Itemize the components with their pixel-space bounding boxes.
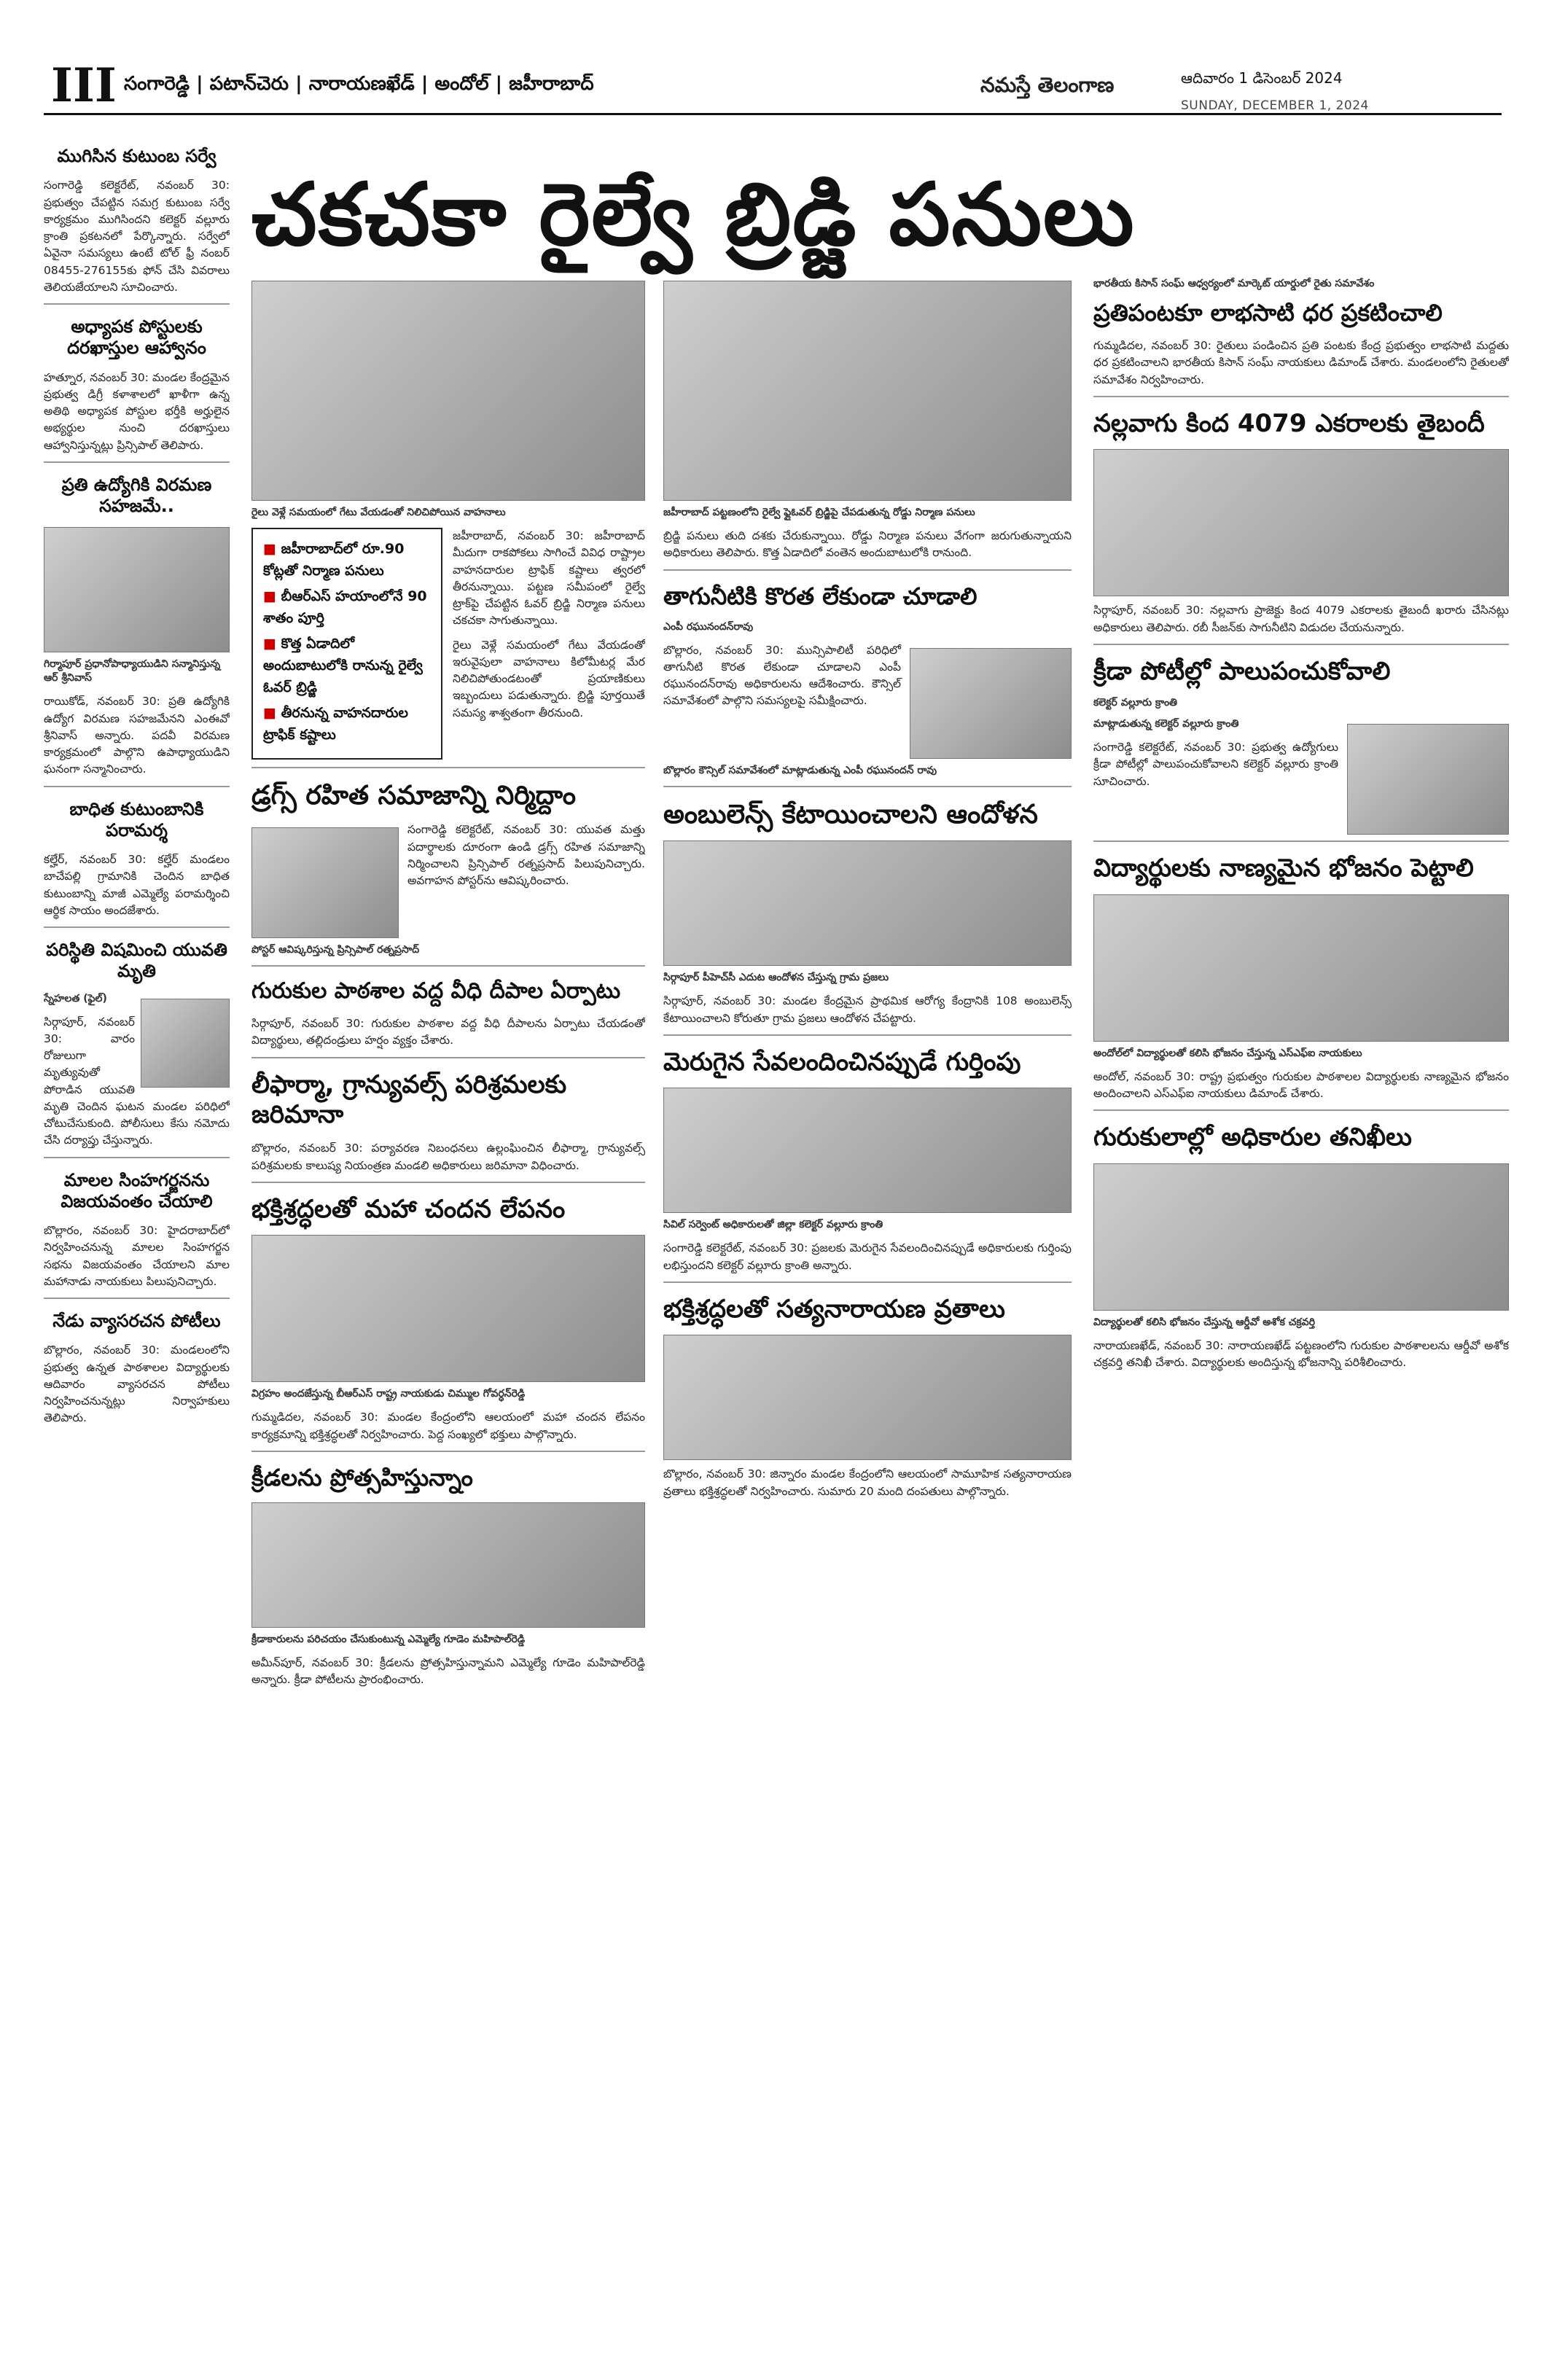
article-photo bbox=[910, 648, 1072, 759]
highlights-box bbox=[251, 528, 442, 760]
divider bbox=[251, 1057, 645, 1058]
article bbox=[44, 1170, 230, 1291]
article-body: సిర్గాపూర్, నవంబర్ 30: మండల కేంద్రమైన ప్రాథమిక ఆరోగ్య కేంద్రానికి 108 అంబులెన్స్ కేటాయించాలని కోరుతూ గ్రామ ప్రజలు ఆందోళన చేపట్టారు. bbox=[663, 994, 1072, 1025]
highlight-item: ■ జహీరాబాద్‌లో రూ.90 కోట్లతో నిర్మాణ పనులు bbox=[263, 538, 431, 582]
date-telugu: ఆదివారం 1 డిసెంబర్ 2024 bbox=[1181, 69, 1343, 87]
headline: ప్రతిపంటకూ లాభసాటి ధర ప్రకటించాలి bbox=[1093, 299, 1443, 327]
article-body: సిర్గాపూర్, నవంబర్ 30: నల్లవాగు ప్రాజెక్టు కింద 4079 ఎకరాలకు తైబందీ ఖరారు చేసినట్లు అధికారులు తెలిపారు. రబీ సీజన్‌కు సాగునీటిని విడుదల చేయనున్నారు. bbox=[1093, 604, 1509, 634]
article-body: రాయికోడ్, నవంబర్ 30: ప్రతి ఉద్యోగికి ఉద్యోగ విరమణ సహజమేనని ఎంఈవో శ్రీనివాస్ అన్నారు. పదవీ విరమణ కార్యక్రమంలో పాల్గొని ఉపాధ్యాయుడిని ఘనంగా సన్మానించారు. bbox=[44, 695, 230, 776]
headline: లీఫార్మా, గ్రాన్యువల్స్ పరిశ్రమలకు జరిమానా bbox=[251, 1069, 567, 1129]
headline: మాలల సింహగర్జనను విజయవంతం చేయాలి bbox=[61, 1169, 213, 1212]
article bbox=[663, 582, 1072, 779]
article-body: బ్రిడ్జి పనులు తుది దశకు చేరుకున్నాయి. రోడ్డు నిర్మాణ పనులు వేగంగా జరుగుతున్నాయని అధికారులు తెలిపారు. కొత్త ఏడాదిలో వంతెన అందుబాటులోకి రానుంది. bbox=[663, 529, 1072, 560]
article-body: కల్హేర్, నవంబర్ 30: కల్హేర్ మండలం బాచేపల్లి గ్రామానికి చెందిన బాధిత కుటుంబాన్ని మాజీ ఎమ్మెల్యే పరామర్శించి ఆర్థిక సాయం అందజేశారు. bbox=[44, 853, 230, 917]
article-body: అమీన్‌పూర్, నవంబర్ 30: క్రీడలను ప్రోత్సహిస్తున్నామని ఎమ్మెల్యే గూడెం మహిపాల్‌రెడ్డి అన్నారు. క్రీడా పోటీలను ప్రారంభించారు. bbox=[251, 1655, 645, 1687]
divider bbox=[44, 1157, 230, 1158]
headline: నల్లవాగు కింద 4079 ఎకరాలకు తైబందీ bbox=[1093, 408, 1485, 438]
article-body: సిర్గాపూర్, నవంబర్ 30: వారం రోజులుగా మృత్యువుతో పోరాడిన యువతి మృతి చెందిన ఘటన మండల పరిధిలో చోటుచేసుకుంది. పోలీసులు కేసు నమోదు చేసి దర్యాప్తు చేస్తున్నారు. bbox=[44, 1015, 230, 1147]
photo-caption: సిర్గాపూర్ పీహెచ్‌సీ ఎదుట ఆందోళన చేస్తున్న గ్రామ ప్రజలు bbox=[663, 972, 889, 984]
article bbox=[1093, 409, 1509, 636]
lead-story-row bbox=[251, 528, 645, 760]
photo-caption: రైలు వెళ్లే సమయంలో గేటు వేయడంతో నిలిచిపోయిన వాహనాలు bbox=[251, 507, 506, 518]
divider bbox=[1093, 840, 1509, 842]
article bbox=[251, 1070, 645, 1174]
photo-caption: స్నేహలత (ఫైల్) bbox=[44, 992, 107, 1004]
article bbox=[1093, 854, 1509, 1102]
divider bbox=[1093, 644, 1509, 645]
article bbox=[44, 1311, 230, 1427]
center-left-column bbox=[251, 281, 645, 2362]
article-body: సంగారెడ్డి కలెక్టరేట్, నవంబర్ 30: ప్రభుత్వం చేపట్టిన సమగ్ర కుటుంబ సర్వే కార్యక్రమం ముగిసిందని కలెక్టర్ వల్లూరు క్రాంతి ప్రకటనలో పేర్కొన్నారు. సర్వేలో ఏవైనా సమస్యలు ఉంటే టోల్ ఫ్రీ నంబర్ 08455-276155కు ఫోన్ చేసి వివరాలు తెలియజేయాలని సూచించారు. bbox=[44, 179, 230, 294]
kicker: భారతీయ కిసాన్ సంఘ్ ఆధ్వర్యంలో మార్కెట్ యార్డులో రైతు సమావేశం bbox=[1093, 278, 1375, 289]
article-body: గుమ్మడిదల, నవంబర్ 30: మండల కేంద్రంలోని ఆలయంలో మహా చందన లేపనం కార్యక్రమాన్ని భక్తిశ్రద్ధలతో నిర్వహించారు. పెద్ద సంఖ్యలో భక్తులు పాల్గొన్నారు. bbox=[251, 1411, 645, 1441]
article bbox=[251, 978, 645, 1049]
date-english: SUNDAY, DECEMBER 1, 2024 bbox=[1181, 98, 1369, 113]
article-photo bbox=[663, 1088, 1072, 1213]
divider bbox=[663, 569, 1072, 571]
highlight-item: ■ తీరనున్న వాహనదారుల ట్రాఫిక్ కష్టాలు bbox=[263, 702, 431, 746]
article bbox=[251, 1195, 645, 1443]
article-body: సంగారెడ్డి కలెక్టరేట్, నవంబర్ 30: ప్రభుత్వ ఉద్యోగులు క్రీడా పోటీల్లో పాలుపంచుకోవాలని కలెక్టర్ వల్లూరు క్రాంతి సూచించారు. bbox=[1093, 741, 1338, 788]
divider bbox=[44, 786, 230, 787]
divider bbox=[44, 303, 230, 305]
article bbox=[1093, 1123, 1509, 1371]
divider bbox=[44, 1298, 230, 1299]
article-photo bbox=[1093, 894, 1509, 1042]
article-body: గుమ్మడిదల, నవంబర్ 30: రైతులు పండించిన ప్రతి పంటకు కేంద్ర ప్రభుత్వం లాభసాటి మద్దతు ధర ప్రకటించాలని భారతీయ కిసాన్ సంఘ్ నాయకులు డిమాండ్ చేశారు. మండలంలోని రైతులతో సమావేశం నిర్వహించారు. bbox=[1093, 339, 1509, 386]
photo-caption: సివిల్ సర్వెంట్ అధికారులతో జిల్లా కలెక్టర్ వల్లూరు క్రాంతి bbox=[663, 1219, 883, 1231]
article-body: జహీరాబాద్, నవంబర్ 30: జహీరాబాద్ మీదుగా రాకపోకలు సాగించే వివిధ రాష్ట్రాల వాహనదారుల ట్రాఫిక్ కష్టాలు త్వరలో తీరనున్నాయి. పట్టణ సమీపంలో రైల్వే ట్రాక్‌పై చేపట్టిన ఓవర్ బ్రిడ్జి నిర్మాణ పనులు చకచకా సాగుతున్నాయి. bbox=[453, 529, 645, 628]
headline: తాగునీటికి కొరత లేకుండా చూడాలి bbox=[663, 582, 977, 610]
article bbox=[251, 780, 645, 959]
lead-story-body bbox=[453, 528, 645, 760]
page-header bbox=[0, 0, 1557, 113]
photo-caption: మాట్లాడుతున్న కలెక్టర్ వల్లూరు క్రాంతి bbox=[1093, 718, 1239, 730]
article bbox=[663, 1047, 1072, 1274]
article bbox=[44, 316, 230, 454]
article-body: సంగారెడ్డి కలెక్టరేట్, నవంబర్ 30: ప్రజలకు మెరుగైన సేవలందించినప్పుడే అధికారులకు గుర్తింపు లభిస్తుందని కలెక్టర్ వల్లూరు క్రాంతి అన్నారు. bbox=[663, 1241, 1072, 1272]
article bbox=[44, 799, 230, 920]
article-body: బొల్లారం, నవంబర్ 30: హైదరాబాద్‌లో నిర్వహించనున్న మాలల సింహగర్జన సభను విజయవంతం చేయాలని మాల మహానాడు నాయకులు పిలుపునిచ్చారు. bbox=[44, 1224, 230, 1288]
divider bbox=[251, 1451, 645, 1452]
headline: బాధిత కుటుంబానికి పరామర్శ bbox=[69, 798, 204, 840]
article-body: హత్నూర, నవంబర్ 30: మండల కేంద్రమైన ప్రభుత్వ డిగ్రీ కళాశాలలో ఖాళీగా ఉన్న అతిథి అధ్యాపక పోస్టుల భర్తీకి అర్హులైన అభ్యర్థుల నుంచి దరఖాస్తులు ఆహ్వానిస్తున్నట్లు ప్రిన్సిపాల్ తెలిపారు. bbox=[44, 370, 230, 452]
flyover-photo bbox=[663, 281, 1072, 501]
photo-caption: క్రీడాకారులను పరిచయం చేసుకుంటున్న ఎమ్మెల్యే గూడెం మహిపాల్‌రెడ్డి bbox=[251, 1633, 526, 1645]
photo-caption: అందోల్‌లో విద్యార్థులతో కలిసి భోజనం చేస్తున్న ఎస్‌ఎఫ్‌ఐ నాయకులు bbox=[1093, 1047, 1362, 1059]
divider bbox=[663, 1034, 1072, 1036]
headline: మెరుగైన సేవలందించినప్పుడే గుర్తింపు bbox=[663, 1047, 1021, 1077]
article-photo bbox=[44, 527, 230, 652]
headline: భక్తిశ్రద్ధలతో మహా చందన లేపనం bbox=[251, 1194, 566, 1224]
article-body: అందోల్, నవంబర్ 30: రాష్ట్ర ప్రభుత్వం గురుకుల పాఠశాలల విద్యార్థులకు నాణ్యమైన భోజనం అందించాలని ఎస్‌ఎఫ్‌ఐ నాయకులు డిమాండ్ చేశారు. bbox=[1093, 1069, 1509, 1100]
headline: ప్రతి ఉద్యోగికి విరమణ సహజమే.. bbox=[61, 474, 212, 517]
article bbox=[1093, 278, 1509, 389]
subheadline: కలెక్టర్ వల్లూరు క్రాంతి bbox=[1093, 697, 1177, 709]
article-photo bbox=[1347, 724, 1509, 835]
photo-caption: జహీరాబాద్ పట్టణంలోని రైల్వే ఫ్లైఓవర్ బ్రిడ్జిపై చేపడుతున్న రోడ్డు నిర్మాణ పనులు bbox=[663, 507, 975, 518]
article-photo bbox=[251, 827, 399, 938]
article-body: బొల్లారం, నవంబర్ 30: మండలంలోని ప్రభుత్వ ఉన్నత పాఠశాలల విద్యార్థులకు ఆదివారం వ్యాసరచన పోటీలు నిర్వహించనున్నట్లు నిర్వాహకులు తెలిపారు. bbox=[44, 1343, 230, 1425]
headline: విద్యార్థులకు నాణ్యమైన భోజనం పెట్టాలి bbox=[1093, 854, 1474, 883]
left-column bbox=[44, 146, 230, 2362]
headline: పరిస్థితి విషమించి యువతి మృతి bbox=[46, 940, 227, 982]
headline: అంబులెన్స్ కేటాయించాలని ఆందోళన bbox=[663, 799, 1038, 830]
headline: అధ్యాపక పోస్టులకు దరఖాస్తుల ఆహ్వానం bbox=[67, 316, 206, 359]
article-photo bbox=[1093, 449, 1509, 596]
article bbox=[1093, 657, 1509, 790]
bridge-photo bbox=[251, 281, 645, 501]
headline: క్రీడా పోటీల్లో పాలుపంచుకోవాలి bbox=[1093, 656, 1391, 686]
header-rule bbox=[44, 113, 1502, 115]
article bbox=[44, 475, 230, 779]
headline: క్రీడలను ప్రోత్సహిస్తున్నాం bbox=[251, 1463, 473, 1491]
center-right-column bbox=[663, 281, 1072, 2362]
headline: భక్తిశ్రద్ధలతో సత్యనారాయణ వ్రతాలు bbox=[663, 1294, 1005, 1324]
divider bbox=[663, 1281, 1072, 1283]
masthead: నమస్తే తెలంగాణ bbox=[980, 73, 1115, 97]
headline: నేడు వ్యాసరచన పోటీలు bbox=[52, 1311, 221, 1332]
article-body: బొల్లారం, నవంబర్ 30: జిన్నారం మండల కేంద్రంలోని ఆలయంలో సామూహిక సత్యనారాయణ వ్రతాలు భక్తిశ్రద్ధలతో నిర్వహించారు. సుమారు 20 మంది దంపతులు పాల్గొన్నారు. bbox=[663, 1467, 1072, 1498]
subheadline: ఎంపీ రఘునందన్‌రావు bbox=[663, 620, 754, 633]
article bbox=[44, 940, 230, 1150]
divider bbox=[1093, 1109, 1509, 1111]
divider bbox=[1093, 396, 1509, 397]
headline: గురుకుల పాఠశాల వద్ద వీధి దీపాల ఏర్పాటు bbox=[251, 978, 621, 1004]
divider bbox=[44, 926, 230, 928]
divider bbox=[663, 786, 1072, 787]
main-headline: చకచకా రైల్వే బ్రిడ్జి పనులు bbox=[251, 164, 1136, 265]
photo-caption: విద్యార్థులతో కలిసి భోజనం చేస్తున్న ఆర్డీవో అశోక చక్రవర్తి bbox=[1093, 1316, 1315, 1328]
article-body: రైలు వెళ్లే సమయంలో గేటు వేయడంతో ఇరువైపులా వాహనాలు కిలోమీటర్ల మేర నిలిచిపోతుండటంతో ప్రయాణికులు ఇబ్బందులు పడుతున్నారు. బ్రిడ్జి పూర్తయితే సమస్య శాశ్వతంగా తీరనుంది. bbox=[453, 638, 645, 719]
article-body: నారాయణఖేడ్, నవంబర్ 30: నారాయణఖేడ్ పట్టణంలోని గురుకుల పాఠశాలలను ఆర్డీవో అశోక చక్రవర్తి తనిఖీ చేశారు. విద్యార్థులకు అందిస్తున్న భోజనాన్ని పరిశీలించారు. bbox=[1093, 1338, 1509, 1369]
article-body: సిర్గాపూర్, నవంబర్ 30: గురుకుల పాఠశాల వద్ద వీధి దీపాలను ఏర్పాటు చేయడంతో విద్యార్థులు, తల్లిదండ్రులు హర్షం వ్యక్తం చేశారు. bbox=[251, 1017, 645, 1047]
page-number: III bbox=[51, 58, 117, 113]
article-photo bbox=[251, 1235, 645, 1382]
photo-caption: బొల్లారం కౌన్సిల్ సమావేశంలో మాట్లాడుతున్న ఎంపీ రఘునందన్ రావు bbox=[663, 764, 937, 776]
article-photo bbox=[663, 1335, 1072, 1460]
article bbox=[251, 1464, 645, 1689]
divider bbox=[251, 767, 645, 768]
article-photo bbox=[663, 840, 1072, 966]
article-photo bbox=[251, 1502, 645, 1628]
headline: ముగిసిన కుటుంబ సర్వే bbox=[57, 146, 216, 166]
headline: గురుకులాల్లో అధికారుల తనిఖీలు bbox=[1093, 1123, 1412, 1152]
article bbox=[663, 1295, 1072, 1500]
right-column bbox=[1093, 273, 1509, 2362]
article-photo bbox=[141, 999, 230, 1088]
article bbox=[44, 146, 230, 296]
highlight-item: ■ బీఆర్‌ఎస్ హయాంలోనే 90 శాతం పూర్తి bbox=[263, 585, 431, 630]
article-body: బొల్లారం, నవంబర్ 30: మున్సిపాలిటీ పరిధిలో తాగునీటి కొరత లేకుండా చూడాలని ఎంపీ రఘునందన్‌రావు అధికారులను ఆదేశించారు. కౌన్సిల్ సమావేశంలో పాల్గొని సమస్యలపై సమీక్షించారు. bbox=[663, 643, 901, 708]
divider bbox=[251, 965, 645, 967]
photo-caption: పోస్టర్ ఆవిష్కరిస్తున్న ప్రిన్సిపాల్ రత్నప్రసాద్ bbox=[251, 944, 420, 956]
article bbox=[663, 799, 1072, 1027]
article-photo bbox=[1093, 1163, 1509, 1311]
article-body: బొల్లారం, నవంబర్ 30: పర్యావరణ నిబంధనలు ఉల్లంఘించిన లీఫార్మా, గ్రాన్యువల్స్ పరిశ్రమలకు కాలుష్య నియంత్రణ మండలి అధికారులు జరిమానా విధించారు. bbox=[251, 1142, 645, 1172]
article-body: సంగారెడ్డి కలెక్టరేట్, నవంబర్ 30: యువత మత్తు పదార్థాలకు దూరంగా ఉండి డ్రగ్స్ రహిత సమాజాన్ని నిర్మించాలని ప్రిన్సిపాల్ రత్నప్రసాద్ పిలుపునిచ్చారు. అవగాహన పోస్టర్‌ను ఆవిష్కరించారు. bbox=[407, 823, 645, 888]
section-names: సంగారెడ్డి | పటాన్‌చెరు | నారాయణఖేడ్ | అందోల్ | జహీరాబాద్ bbox=[124, 73, 594, 95]
divider bbox=[44, 461, 230, 463]
photo-caption: గిర్మాపూర్ ప్రధానోపాధ్యాయుడిని సన్మానిస్తున్న ఆర్ శ్రీనివాస్ bbox=[44, 658, 221, 684]
photo-caption: విగ్రహం అందజేస్తున్న బీఆర్‌ఎస్ రాష్ట్ర నాయకుడు చిమ్ముల గోవర్ధన్‌రెడ్డి bbox=[251, 1388, 526, 1400]
highlight-item: ■ కొత్త ఏడాదిలో అందుబాటులోకి రానున్న రైల్వే ఓవర్ బ్రిడ్జి bbox=[263, 633, 431, 699]
headline: డ్రగ్స్ రహిత సమాజాన్ని నిర్మిద్దాం bbox=[251, 780, 576, 811]
divider bbox=[251, 1182, 645, 1183]
